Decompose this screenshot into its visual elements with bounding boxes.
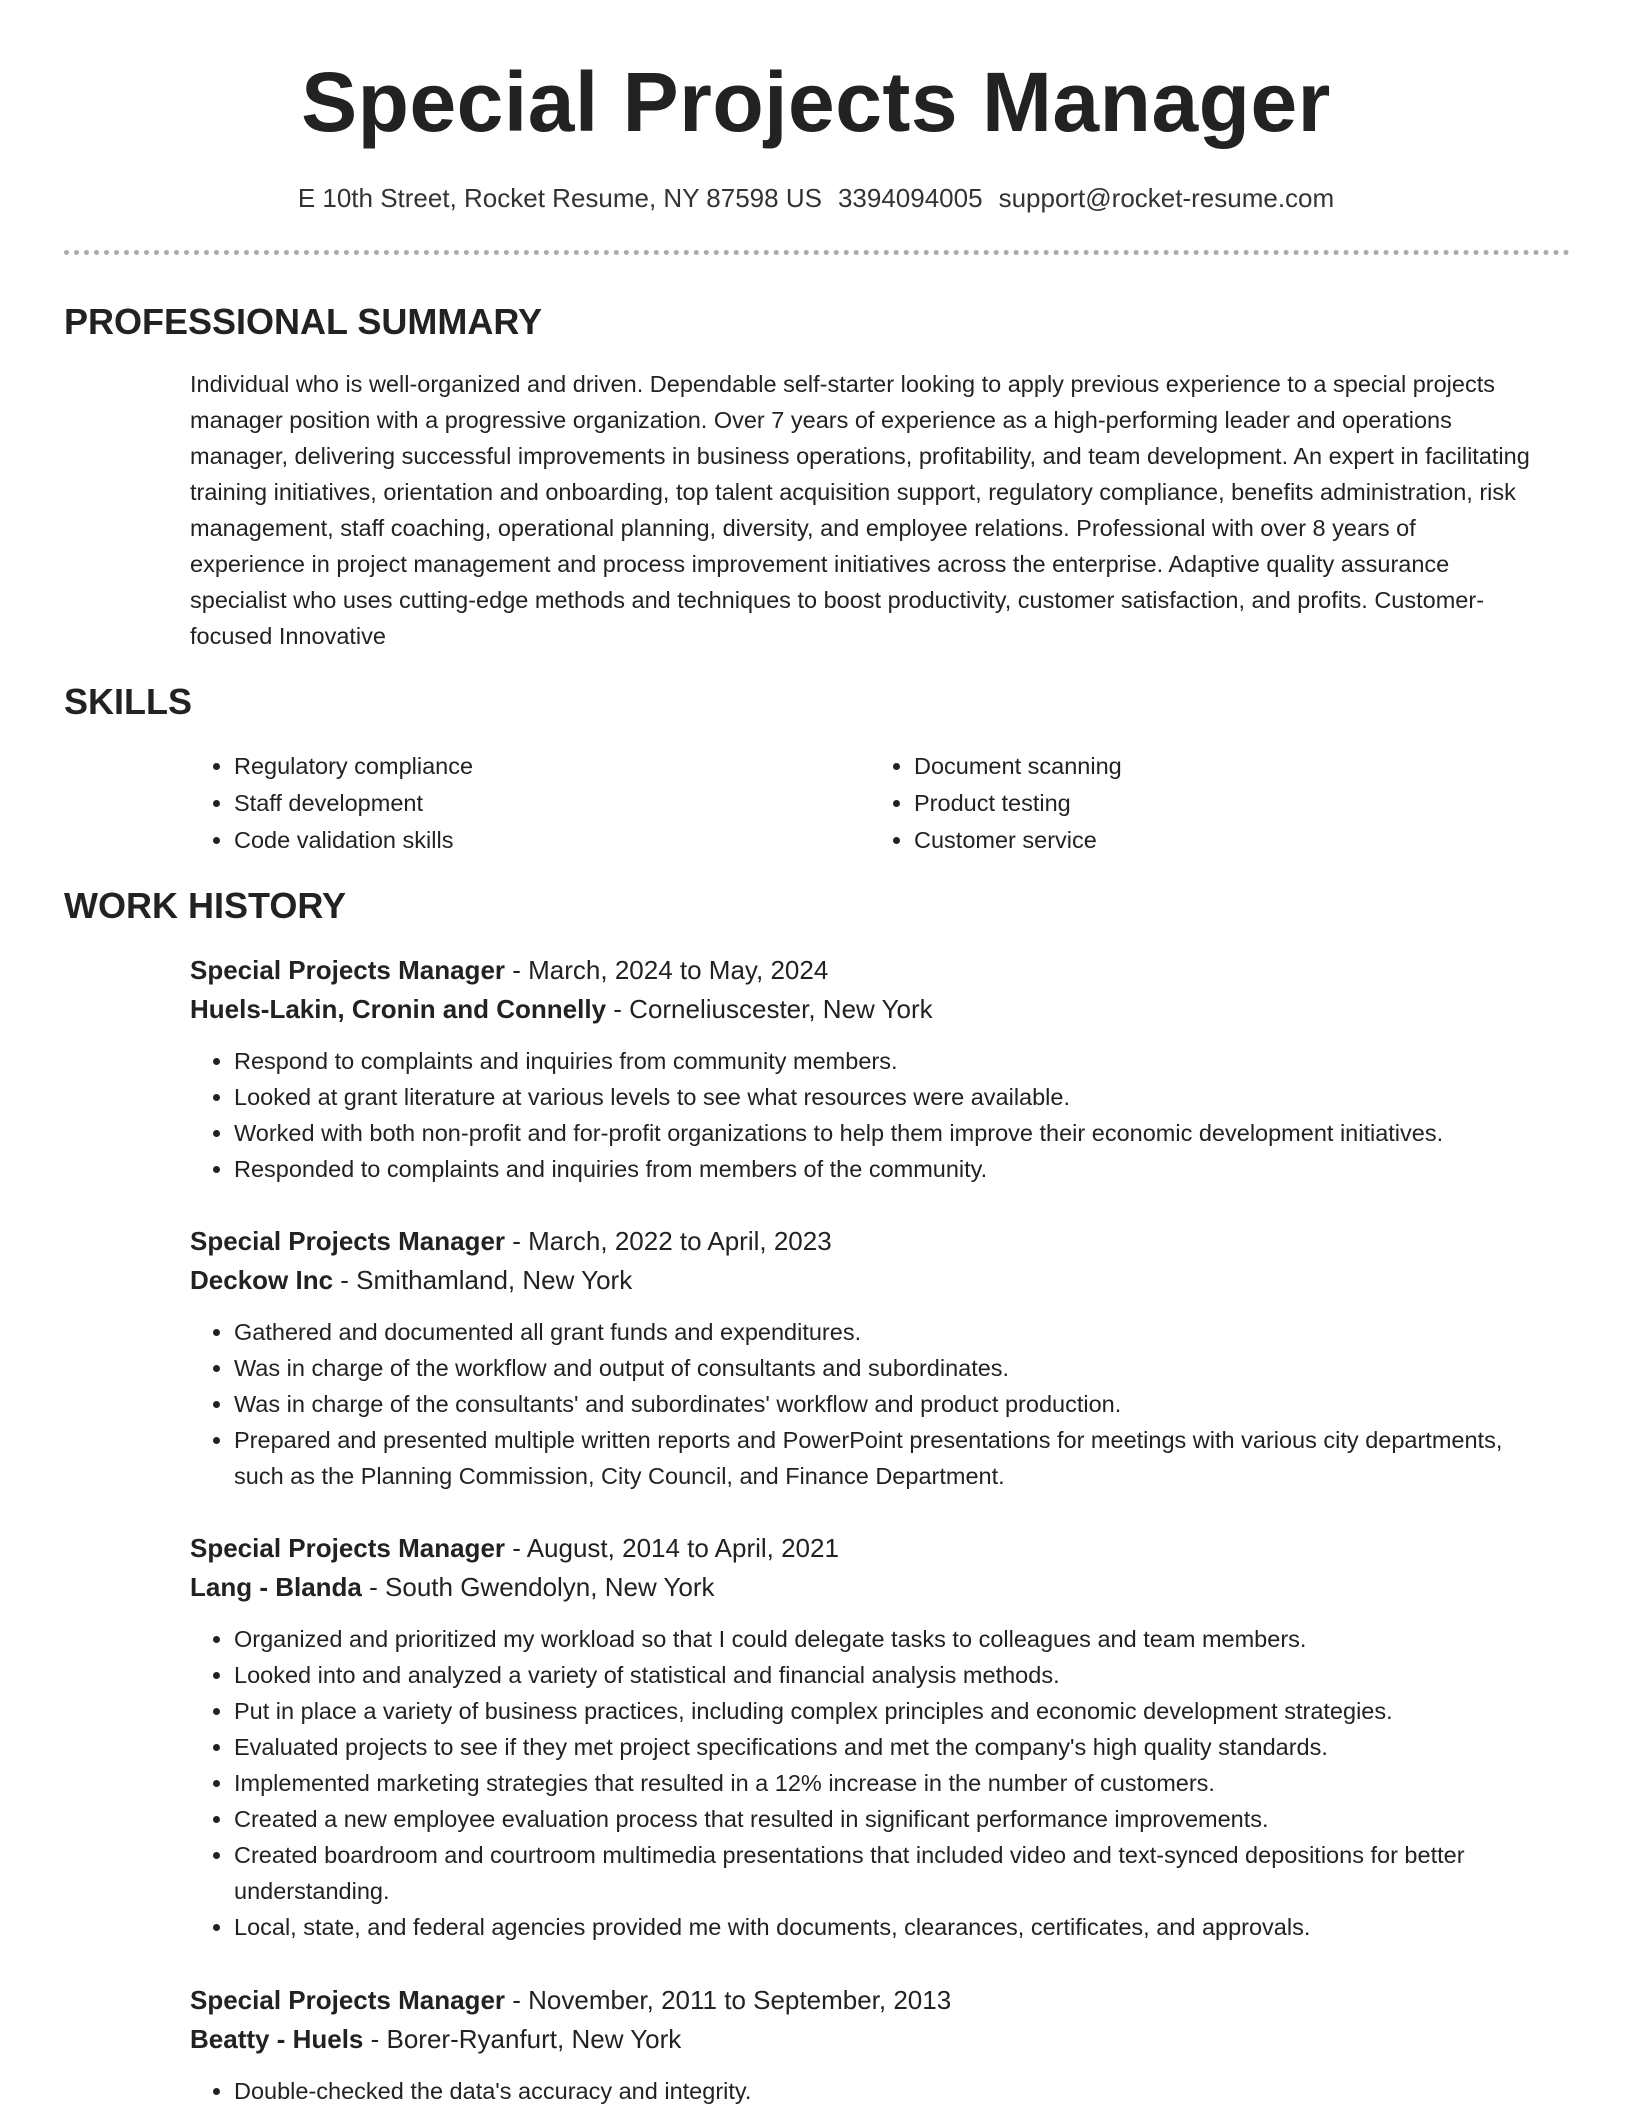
job-bullets xyxy=(190,1314,1550,1494)
job-entry xyxy=(190,1529,1550,1945)
job-bullet: • Was in charge of the workflow and output of consultants and subordinates. xyxy=(234,1350,1550,1386)
contact-email: support@rocket-resume.com xyxy=(998,183,1335,213)
job-bullet: • Looked into and analyzed a variety of statistical and financial analysis methods. xyxy=(234,1657,1550,1693)
job-bullet: • Local, state, and federal agencies provided me with documents, clearances, certificates, and approvals. xyxy=(234,1909,1550,1945)
job-title-line xyxy=(190,1981,1550,2020)
skills-list-left xyxy=(190,748,473,859)
contact-phone: 3394094005 xyxy=(837,183,983,213)
job-dates: - November, 2011 to September, 2013 xyxy=(512,1985,952,2015)
job-location: - Borer-Ryanfurt, New York xyxy=(370,2024,682,2054)
job-title-line xyxy=(190,1222,1550,1261)
job-bullet: • Gathered and documented all grant funds and expenditures. xyxy=(234,1314,1550,1350)
job-company: Huels-Lakin, Cronin and Connelly xyxy=(190,994,607,1024)
job-bullet: • Created a new employee evaluation process that resulted in significant performance improvements. xyxy=(234,1801,1550,1837)
job-entry xyxy=(190,1222,1550,1494)
job-company-line xyxy=(190,2020,1550,2059)
job-company-line xyxy=(190,1261,1550,1300)
skill-item: • Document scanning xyxy=(914,748,1122,785)
skill-item: • Staff development xyxy=(234,785,473,822)
job-dates: - March, 2024 to May, 2024 xyxy=(512,955,829,985)
job-company-line xyxy=(190,990,1550,1029)
job-title: Special Projects Manager xyxy=(190,955,506,985)
job-bullets xyxy=(190,1043,1550,1187)
job-bullet: • Put in place a variety of business practices, including complex principles and economic development strategies. xyxy=(234,1693,1550,1729)
job-dates: - August, 2014 to April, 2021 xyxy=(512,1533,839,1563)
resume-title: Special Projects Manager xyxy=(301,55,1331,149)
skills-heading: SKILLS xyxy=(64,681,193,722)
job-company: Lang - Blanda xyxy=(190,1572,362,1602)
header-divider xyxy=(64,250,1570,255)
job-bullet: • Was in charge of the consultants' and subordinates' workflow and product production. xyxy=(234,1386,1550,1422)
job-location: - South Gwendolyn, New York xyxy=(369,1572,715,1602)
job-title: Special Projects Manager xyxy=(190,1533,506,1563)
job-entry xyxy=(190,951,1550,1187)
job-bullets xyxy=(190,2073,1550,2109)
job-title-line xyxy=(190,951,1550,990)
job-entry xyxy=(190,1981,1550,2109)
job-title-line xyxy=(190,1529,1550,1568)
job-bullet: • Prepared and presented multiple written reports and PowerPoint presentations for meetings with various city departments, such as the Planning Commission, City Council, and Finance Department. xyxy=(234,1422,1550,1494)
job-dates: - March, 2022 to April, 2023 xyxy=(512,1226,832,1256)
job-bullet: • Organized and prioritized my workload so that I could delegate tasks to colleagues and team members. xyxy=(234,1621,1550,1657)
job-bullet: • Created boardroom and courtroom multimedia presentations that included video and text-synced depositions for better understanding. xyxy=(234,1837,1550,1909)
job-bullet: • Looked at grant literature at various levels to see what resources were available. xyxy=(234,1079,1550,1115)
job-title: Special Projects Manager xyxy=(190,1985,506,2015)
job-bullet: • Implemented marketing strategies that resulted in a 12% increase in the number of customers. xyxy=(234,1765,1550,1801)
job-bullets xyxy=(190,1621,1550,1945)
contact-info xyxy=(0,180,1632,216)
skill-item: • Code validation skills xyxy=(234,822,473,859)
job-bullet: • Double-checked the data's accuracy and integrity. xyxy=(234,2073,1550,2109)
skills-list-right xyxy=(870,748,1122,859)
skill-item: • Customer service xyxy=(914,822,1122,859)
job-bullet: • Responded to complaints and inquiries from members of the community. xyxy=(234,1151,1550,1187)
work-history-heading: WORK HISTORY xyxy=(64,885,347,926)
summary-text: Individual who is well-organized and driven. Dependable self-starter looking to apply previous experience to a special projects manager position with a progressive organization. Over 7 years of experience as a high-performing leader and operations manager, delivering successful improvements in business operations, profitability, and team development. An expert in facilitating training initiatives, orientation and onboarding, top talent acquisition support, regulatory compliance, benefits administration, risk management, staff coaching, operational planning, diversity, and employee relations. Professional with over 8 years of experience in project management and process improvement initiatives across the enterprise. Adaptive quality assurance specialist who uses cutting-edge methods and techniques to boost productivity, customer satisfaction, and profits. Customer-focused Innovative xyxy=(190,371,1530,649)
job-location: - Corneliuscester, New York xyxy=(613,994,933,1024)
job-location: - Smithamland, New York xyxy=(340,1265,633,1295)
job-company: Deckow Inc xyxy=(190,1265,334,1295)
job-company: Beatty - Huels xyxy=(190,2024,364,2054)
job-bullet: • Worked with both non-profit and for-profit organizations to help them improve their economic development initiatives. xyxy=(234,1115,1550,1151)
job-title: Special Projects Manager xyxy=(190,1226,506,1256)
summary-heading: PROFESSIONAL SUMMARY xyxy=(64,301,543,342)
skill-item: • Product testing xyxy=(914,785,1122,822)
job-company-line xyxy=(190,1568,1550,1607)
skill-item: • Regulatory compliance xyxy=(234,748,473,785)
job-bullet: • Respond to complaints and inquiries from community members. xyxy=(234,1043,1550,1079)
contact-address: E 10th Street, Rocket Resume, NY 87598 US xyxy=(297,183,822,213)
job-bullet: • Evaluated projects to see if they met project specifications and met the company's high quality standards. xyxy=(234,1729,1550,1765)
